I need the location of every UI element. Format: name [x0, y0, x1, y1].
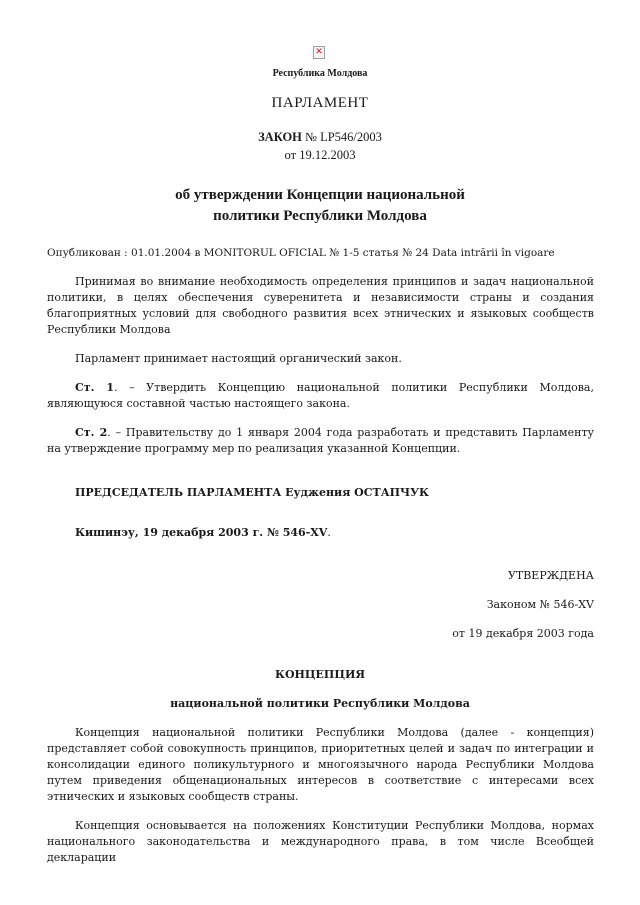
law-label: ЗАКОН [258, 130, 302, 144]
republic-heading: Республика Молдова [272, 68, 368, 79]
law-title-line2: политики Республики Молдова [213, 208, 427, 224]
place-date-suffix: . [327, 526, 331, 539]
approved-date: от 19 декабря 2003 года [452, 627, 594, 640]
approved-label: УТВЕРЖДЕНА [507, 569, 594, 582]
law-title-line1: об утверждении Концепции национальной [175, 187, 465, 203]
article-1-text: . – Утвердить Концепцию национальной политики Республики Молдова, являющуюся составной частью настоящего закона. [47, 381, 594, 410]
article-2 [47, 425, 594, 457]
article-1-label: Ст. 1 [75, 381, 114, 394]
law-number [0, 130, 640, 145]
broken-image-icon: ✕ [313, 46, 325, 59]
parliament-heading: ПАРЛАМЕНТ [271, 95, 369, 111]
article-1 [47, 380, 594, 412]
article-2-text: . – Правительству до 1 января 2004 года разработать и представить Парламенту на утверждение программу мер по реализация указанной Концепции. [47, 426, 594, 455]
concept-paragraph-1: Концепция национальной политики Республики Молдова (далее - концепция) представляет собой совокупность принципов, приоритетных целей и задач по интеграции и консолидации единого поликультурного и многоязычного народа Республики Молдова путем приведения общенациональных интересов в соответствие с интересами всех этнических и языковых сообществ страны. [47, 726, 594, 803]
article-2-label: Ст. 2 [75, 426, 108, 439]
publication-info: Опубликован : 01.01.2004 в MONITORUL OFICIAL № 1-5 статья № 24 Data intrării în vigoare [47, 247, 555, 259]
place-date-text: Кишинэу, 19 декабря 2003 г. № 546-XV [75, 526, 328, 539]
concept-title: КОНЦЕПЦИЯ [274, 668, 366, 681]
law-id: № LP546/2003 [305, 130, 382, 144]
adoption-paragraph: Парламент принимает настоящий органический закон. [75, 352, 402, 365]
approved-law: Законом № 546-XV [486, 598, 594, 611]
concept-subtitle: национальной политики Республики Молдова [170, 697, 470, 710]
place-date [47, 525, 594, 541]
signature: ПРЕДСЕДАТЕЛЬ ПАРЛАМЕНТА Еуджения ОСТАПЧУК [75, 486, 430, 499]
law-date: от 19.12.2003 [284, 148, 356, 162]
concept-paragraph-2: Концепция основывается на положениях Конституции Республики Молдова, нормах национального законодательства и международного права, в том числе Всеобщей декларации [47, 819, 594, 864]
preamble-paragraph: Принимая во внимание необходимость определения принципов и задач национальной политики, в целях обеспечения суверенитета и независимости страны и создания благоприятных условий для свободного развития всех этнических и языковых сообществ Республики Молдова [47, 275, 594, 336]
